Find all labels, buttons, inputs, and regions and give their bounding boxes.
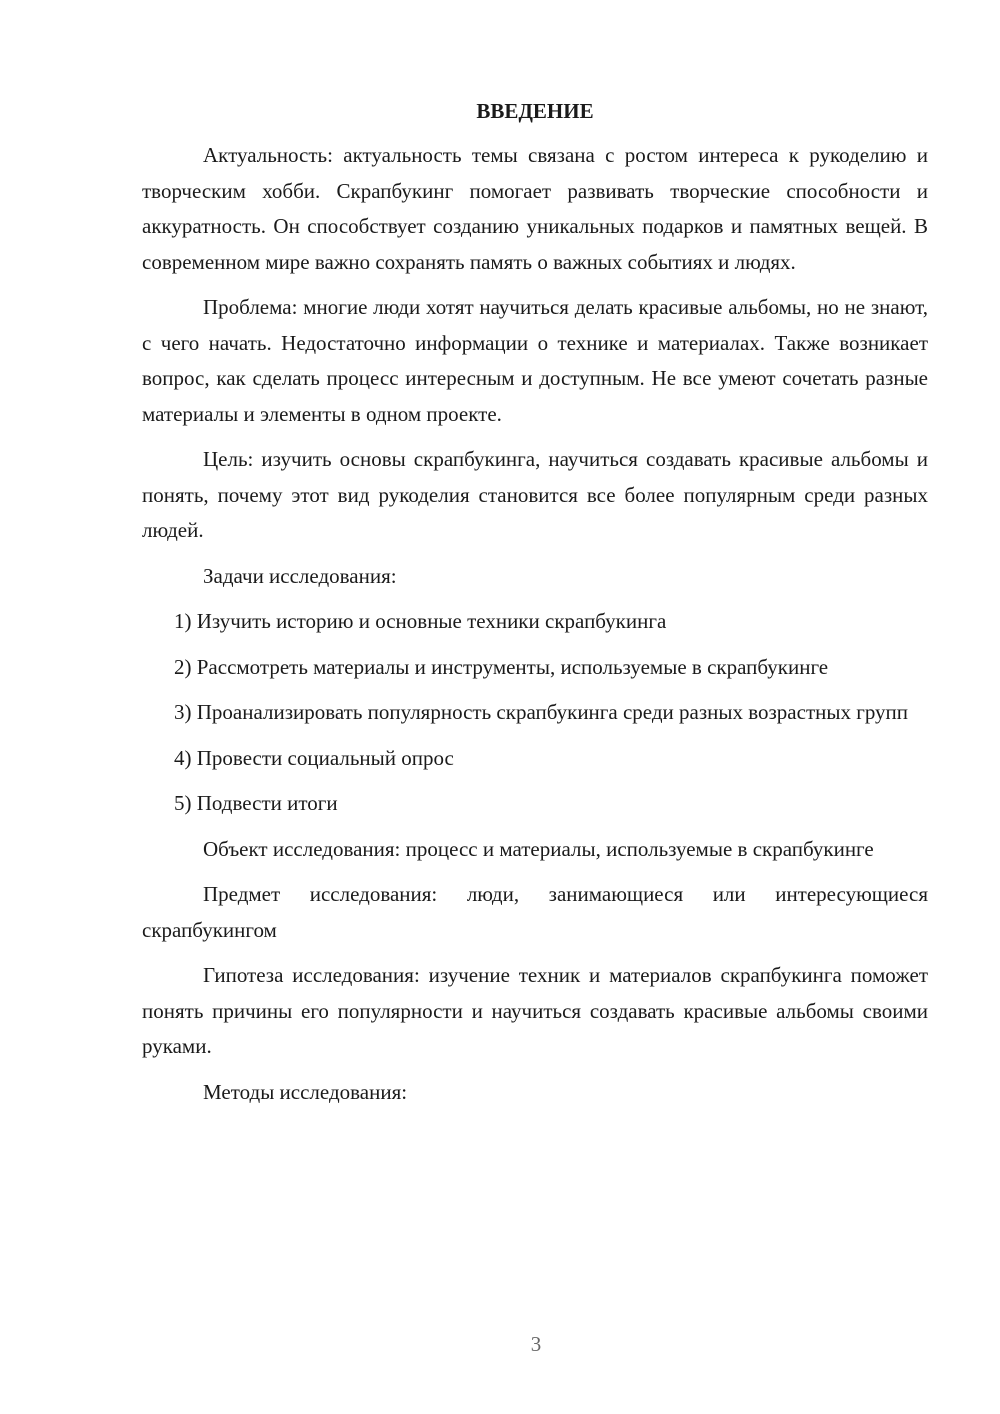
task-item: 3) Проанализировать популярность скрапбукинга среди разных возрастных групп xyxy=(174,700,909,724)
section-title: ВВЕДЕНИЕ xyxy=(476,99,594,123)
task-item: 2) Рассмотреть материалы и инструменты, используемые в скрапбукинге xyxy=(174,654,829,679)
page-number: 3 xyxy=(530,1332,542,1356)
relevance-paragraph: Актуальность: актуальность темы связана с ростом интереса к рукоделию и творческим хобби. Скрапбукинг помогает развивать творческие способности и аккуратность. Он способствует созданию уникальных подарков и памятных вещей. В современном мире важно сохранять память о важных событиях и людях. xyxy=(142,143,928,274)
document-page xyxy=(142,94,928,1110)
hypothesis-paragraph: Гипотеза исследования: изучение техник и материалов скрапбукинга поможет понять причины его популярности и научиться создавать красивые альбомы своими руками. xyxy=(142,963,928,1058)
tasks-heading: Задачи исследования: xyxy=(203,563,397,588)
task-item: 5) Подвести итоги xyxy=(174,791,338,815)
methods-heading: Методы исследования: xyxy=(203,1079,408,1104)
subject-paragraph: Предмет исследования: люди, занимающиеся или интересующиеся скрапбукингом xyxy=(142,882,928,942)
goal-paragraph: Цель: изучить основы скрапбукинга, научиться создавать красивые альбомы и понять, почему этот вид рукоделия становится все более популярным среди разных людей. xyxy=(142,447,928,542)
object-paragraph: Объект исследования: процесс и материалы, используемые в скрапбукинге xyxy=(203,836,874,861)
task-item: 4) Провести социальный опрос xyxy=(174,745,454,770)
task-item: 1) Изучить историю и основные техники скрапбукинга xyxy=(174,609,667,633)
problem-paragraph: Проблема: многие люди хотят научиться делать красивые альбомы, но не знают, с чего начать. Недостаточно информации о технике и материалах. Также возникает вопрос, как сделать процесс интересным и доступным. Не все умеют сочетать разные материалы и элементы в одном проекте. xyxy=(142,295,928,426)
